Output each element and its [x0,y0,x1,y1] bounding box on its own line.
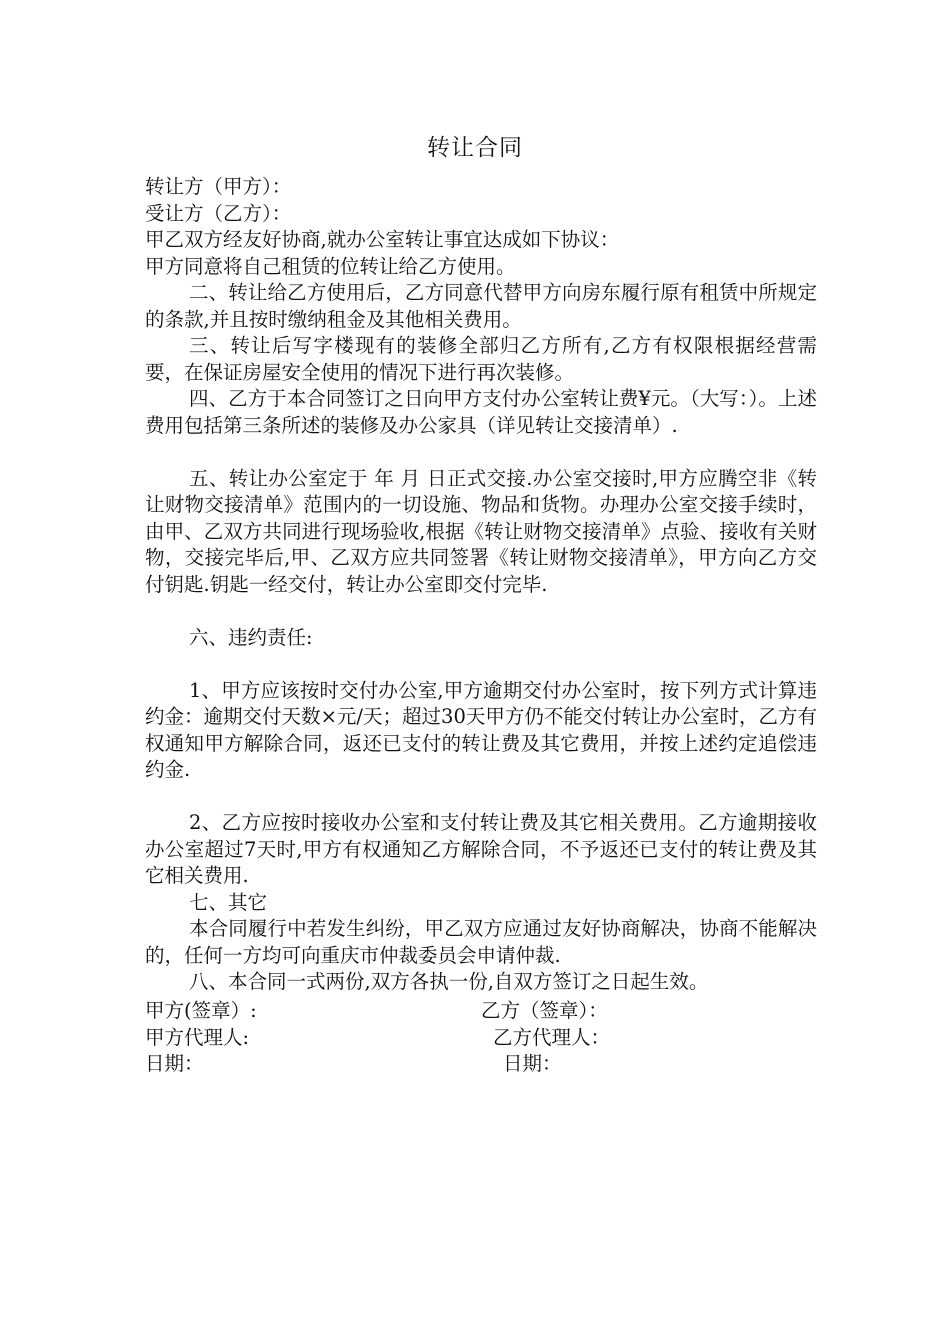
party-b-agent-label: 乙方代理人： [493,1025,611,1049]
clause-six-heading: 六、违约责任: [189,625,313,649]
clause-five: 五、转让办公室定于 年 月 日正式交接.办公室交接时,甲方应腾空非《转让财物交接清单》范围内的一切设施、物品和货物。办理办公室交接手续时，由甲、乙双方共同进行现场验收,根据《转让财物交接清单》点验、接收有关财物，交接完毕后,甲、乙双方应共同签署《转让财物交接清单》，甲方向乙方交付钥匙.钥匙一经交付，转让办公室即交付完毕. [145,466,817,596]
signature-row [145,998,817,1025]
agent-row [145,1025,817,1052]
party-b-signature-label: 乙方（签章）： [481,999,608,1022]
clause-four: 四、乙方于本合同签订之日向甲方支付办公室转让费¥元。（大写：）。上述费用包括第三条所述的装修及办公家具（详见转让交接清单）. [145,387,817,437]
party-a-agent-label: 甲方代理人: [145,1025,250,1049]
clause-six-item-2: 2、乙方应按时接收办公室和支付转让费及其它相关费用。乙方逾期接收办公室超过7天时,甲方有权通知乙方解除合同，不予返还已支付的转让费及其它相关费用. [145,811,817,887]
clause-six-item-1: 1、甲方应该按时交付办公室,甲方逾期交付办公室时，按下列方式计算违约金：逾期交付天数×元/天；超过30天甲方仍不能交付转让办公室时，乙方有权通知甲方解除合同，返还已支付的转让费及其它费用，并按上述约定追偿违约金. [145,678,817,781]
transferor-line: 转让方（甲方）： [145,175,292,198]
document-title: 转让合同 [427,135,523,161]
contract-body [145,174,817,996]
party-a-signature-label: 甲方(签章）: [145,999,257,1022]
clause-seven-heading: 七、其它 [189,890,268,914]
agreement-intro: 甲乙双方经友好协商,就办公室转让事宜达成如下协议： [145,228,620,251]
clause-eight: 八、本合同一式两份,双方各执一份,自双方签订之日起生效。 [189,970,709,993]
party-b-date-label: 日期： [503,1052,562,1075]
date-row [145,1051,817,1078]
transferee-line: 受让方（乙方）： [145,201,292,225]
signature-block [145,998,817,1078]
dispute-resolution-paragraph: 本合同履行中若发生纠纷，甲乙双方应通过友好协商解决，协商不能解决的，任何一方均可向重庆市仲裁委员会申请仲裁. [145,917,817,967]
clause-one: 甲方同意将自己租赁的位转让给乙方使用。 [145,254,516,278]
clause-two: 二、转让给乙方使用后，乙方同意代替甲方向房东履行原有租赁中所规定的条款,并且按时缴纳租金及其他相关费用。 [145,281,817,331]
clause-three: 三、转让后写字楼现有的装修全部归乙方所有,乙方有权限根据经营需要，在保证房屋安全使用的情况下进行再次装修。 [145,334,817,384]
party-a-date-label: 日期： [145,1052,204,1075]
